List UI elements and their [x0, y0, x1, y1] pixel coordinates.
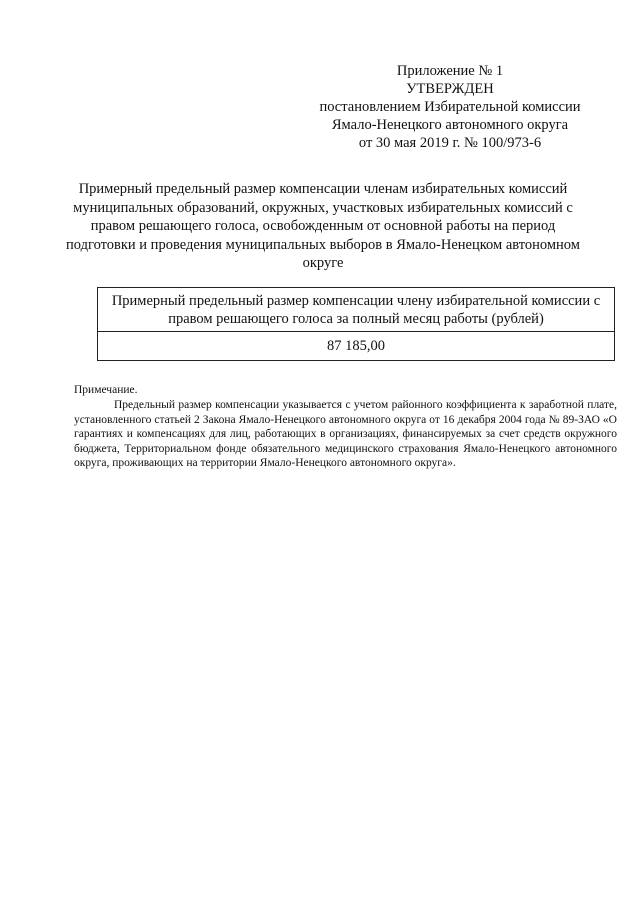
- table-header-row: [98, 288, 615, 332]
- table-value-row: [98, 332, 615, 361]
- appendix-number: Приложение № 1: [396, 63, 504, 79]
- note-label: Примечание.: [74, 384, 138, 396]
- table-header-cell: Примерный предельный размер компенсации члену избирательной комиссии с правом решающего голоса за полный месяц работы (рублей): [98, 288, 615, 332]
- resolution-date: от 30 мая 2019 г. № 100/973-6: [358, 135, 542, 151]
- document-title: Примерный предельный размер компенсации членам избирательных комиссий муниципальных образований, окружных, участковых избирательных комиссий с правом решающего голоса, освобожденным от основной работы на период подготовки и проведения муниципальных выборов в Ямало-Ненецком автономном округе: [66, 181, 580, 271]
- region-line: Ямало-Ненецкого автономного округа: [331, 117, 569, 133]
- approval-block: [300, 62, 600, 152]
- compensation-table: [97, 287, 615, 361]
- note-text: Предельный размер компенсации указывается с учетом районного коэффициента к заработной плате, установленного статьей 2 Закона Ямало-Ненецкого автономного округа от 16 декабря 2004 года № 89-ЗАО «О гарантиях и компенсациях для лиц, работающих в организациях, финансируемых за счет средств окружного бюджета, Территориальном фонде обязательного медицинского страхования Ямало-Ненецкого автономного округа, проживающих на территории Ямало-Ненецкого автономного округа».: [74, 399, 617, 470]
- resolution-line: постановлением Избирательной комиссии: [319, 99, 581, 115]
- compensation-amount: 87 185,00: [98, 332, 615, 361]
- approved-stamp-text: УТВЕРЖДЕН: [406, 81, 494, 97]
